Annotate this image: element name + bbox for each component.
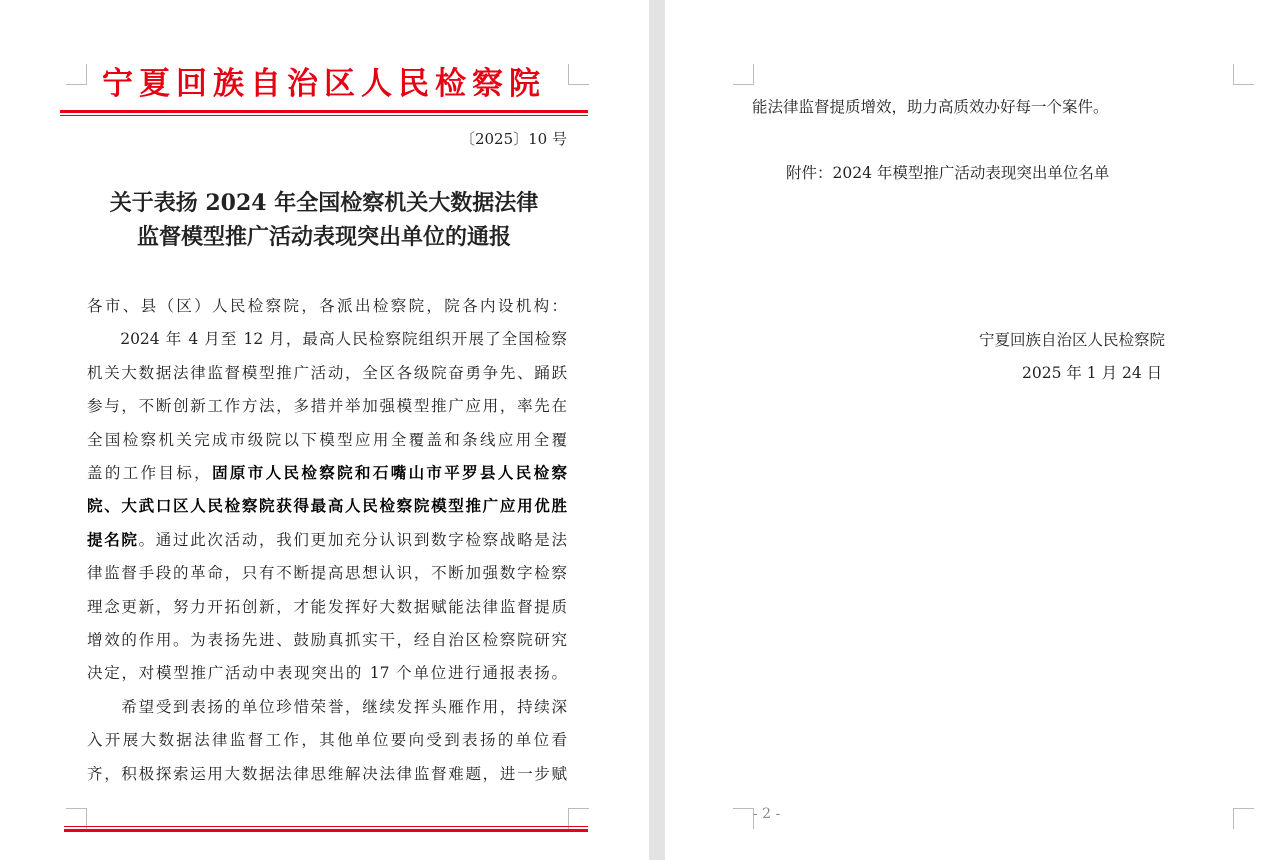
- red-rule-bottom-thin: [64, 826, 588, 827]
- crop-mark: [733, 64, 754, 85]
- text: 理念更新，努力开拓创新，才能发挥好大数据赋能法律监督提质: [87, 597, 567, 616]
- body-line: [87, 363, 567, 383]
- text: 律监督手段的革命，只有不断提高思想认识，不断加强数字检察: [87, 564, 567, 583]
- body-line: [87, 764, 567, 784]
- doc-number: 〔2025〕10 号: [459, 130, 567, 148]
- org-header: 宁夏回族自治区人民检察院: [102, 66, 546, 102]
- body-line: [87, 396, 567, 416]
- text: 希望受到表扬的单位珍惜荣誉，继续发挥头雁作用，持续深: [87, 697, 567, 716]
- text: 参与，不断创新工作方法，多措并举加强模型推广应用，率先在: [87, 397, 567, 416]
- text: 入开展大数据法律监督工作，其他单位要向受到表扬的单位看: [87, 731, 567, 750]
- crop-mark: [733, 808, 754, 829]
- signature-org: 宁夏回族自治区人民检察院: [979, 331, 1166, 349]
- document-title: [60, 186, 588, 254]
- body-line: [87, 597, 567, 617]
- body-line: [87, 630, 567, 650]
- body-line: [87, 530, 567, 550]
- red-rule-thin: [60, 115, 588, 116]
- body-line: [87, 329, 567, 349]
- page-number: - 2 -: [753, 806, 781, 822]
- text: 齐，积极探索运用大数据法律思维解决法律监督难题，进一步赋: [87, 764, 567, 783]
- text: 增效的作用。为表扬先进、鼓励真抓实干，经自治区检察院研究: [87, 631, 567, 649]
- bold-text: 院、大武口区人民检察院获得最高人民检察院模型推广应用优胜: [87, 496, 567, 516]
- text: 决定，对模型推广活动中表现突出的 17 个单位进行通报表扬。: [87, 664, 567, 683]
- text: 机关大数据法律监督模型推广活动，全区各级院奋勇争先、踊跃: [87, 363, 567, 382]
- body-line: [87, 697, 567, 717]
- crop-mark: [1233, 808, 1254, 829]
- bold-text: 提名院: [87, 529, 139, 549]
- text: 。通过此次活动，我们更加充分认识到数字检察战略是法: [138, 530, 567, 549]
- red-rule-bottom: [64, 829, 588, 832]
- body-line: [87, 730, 567, 750]
- continuation-text: 能法律监督提质增效，助力高质效办好每一个案件。: [752, 98, 1109, 116]
- crop-mark: [1233, 64, 1254, 85]
- title-line: 监督模型推广活动表现突出单位的通报: [136, 224, 511, 250]
- text: 全国检察机关完成市级院以下模型应用全覆盖和条线应用全覆: [87, 430, 567, 449]
- title-line: 关于表扬 2024 年全国检察机关大数据法律: [109, 190, 539, 216]
- body-line: [87, 430, 567, 450]
- bold-text: 固原市人民检察院和石嘴山市平罗县人民检察: [212, 463, 567, 482]
- body-line: [87, 496, 567, 516]
- body-line: [87, 663, 567, 683]
- document-page-2: [665, 0, 1264, 860]
- text: 盖的工作目标，: [87, 464, 213, 482]
- body-line: [87, 463, 567, 483]
- signature-date: 2025 年 1 月 24 日: [1022, 364, 1163, 382]
- attachment-link[interactable]: 附件：2024 年模型推广活动表现突出单位名单: [786, 164, 1110, 182]
- body-line: [87, 563, 567, 583]
- body-line: [87, 296, 567, 316]
- red-rule: [60, 110, 588, 113]
- text: 2024 年 4 月至 12 月，最高人民检察院组织开展了全国检察: [87, 330, 567, 349]
- text: 各市、县（区）人民检察院，各派出检察院，院各内设机构：: [87, 297, 567, 315]
